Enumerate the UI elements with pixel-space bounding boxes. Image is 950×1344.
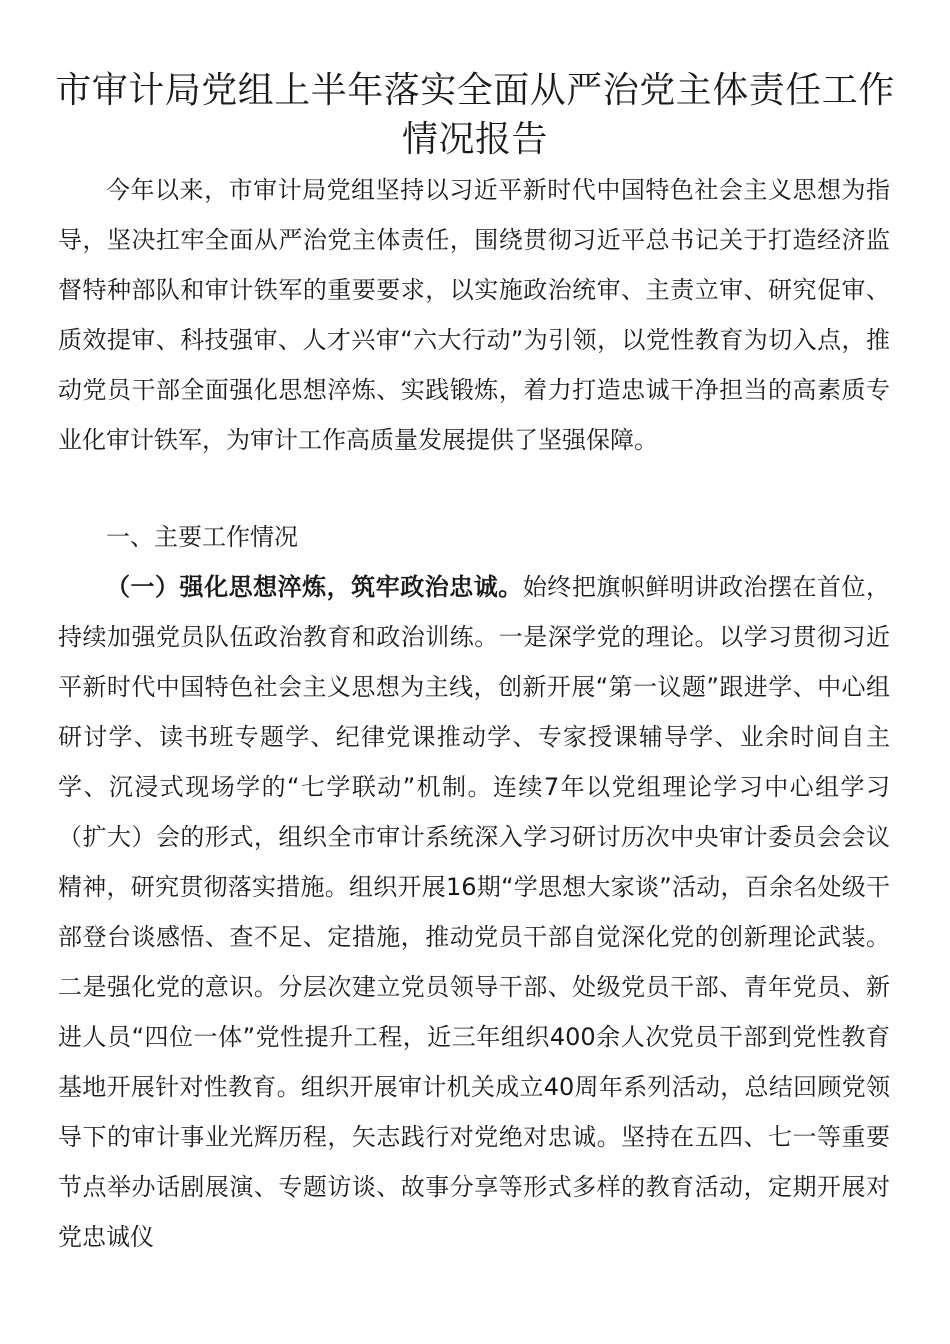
document-title: 市审计局党组上半年落实全面从严治党主体责任工作情况报告	[55, 70, 895, 160]
section-heading: 一、主要工作情况	[106, 523, 298, 551]
subsection-paragraph	[58, 562, 890, 1262]
intro-paragraph: 今年以来，市审计局党组坚持以习近平新时代中国特色社会主义思想为指导，坚决扛牢全面从严治党主体责任，围绕贯彻习近平总书记关于打造经济监督特种部队和审计铁军的重要要求，以实施政治统审、主责立审、研究促审、质效提审、科技强审、人才兴审“六大行动”为引领，以党性教育为切入点，推动党员干部全面强化思想淬炼、实践锻炼，着力打造忠诚干净担当的高素质专业化审计铁军，为审计工作高质量发展提供了坚强保障。	[58, 176, 890, 454]
subsection-body: 始终把旗帜鲜明讲政治摆在首位，持续加强党员队伍政治教育和政治训练。一是深学党的理论。以学习贯彻习近平新时代中国特色社会主义思想为主线，创新开展“第一议题”跟进学、中心组研讨学、读书班专题学、纪律党课推动学、专家授课辅导学、业余时间自主学、沉浸式现场学的“七学联动”机制。连续7年以党组理论学习中心组学习（扩大）会的形式，组织全市审计系统深入学习研讨历次中央审计委员会会议精神，研究贯彻落实措施。组织开展16期“学思想大家谈”活动，百余名处级干部登台谈感悟、查不足、定措施，推动党员干部自觉深化党的创新理论武装。二是强化党的意识。分层次建立党员领导干部、处级党员干部、青年党员、新进人员“四位一体”党性提升工程，近三年组织400余人次党员干部到党性教育基地开展针对性教育。组织开展审计机关成立40周年系列活动，总结回顾党领导下的审计事业光辉历程，矢志践行对党绝对忠诚。坚持在五四、七一等重要节点举办话剧展演、专题访谈、故事分享等形式多样的教育活动，定期开展对党忠诚仪	[58, 573, 891, 1251]
subsection-lead: （一）强化思想淬炼，筑牢政治忠诚。	[106, 573, 523, 601]
